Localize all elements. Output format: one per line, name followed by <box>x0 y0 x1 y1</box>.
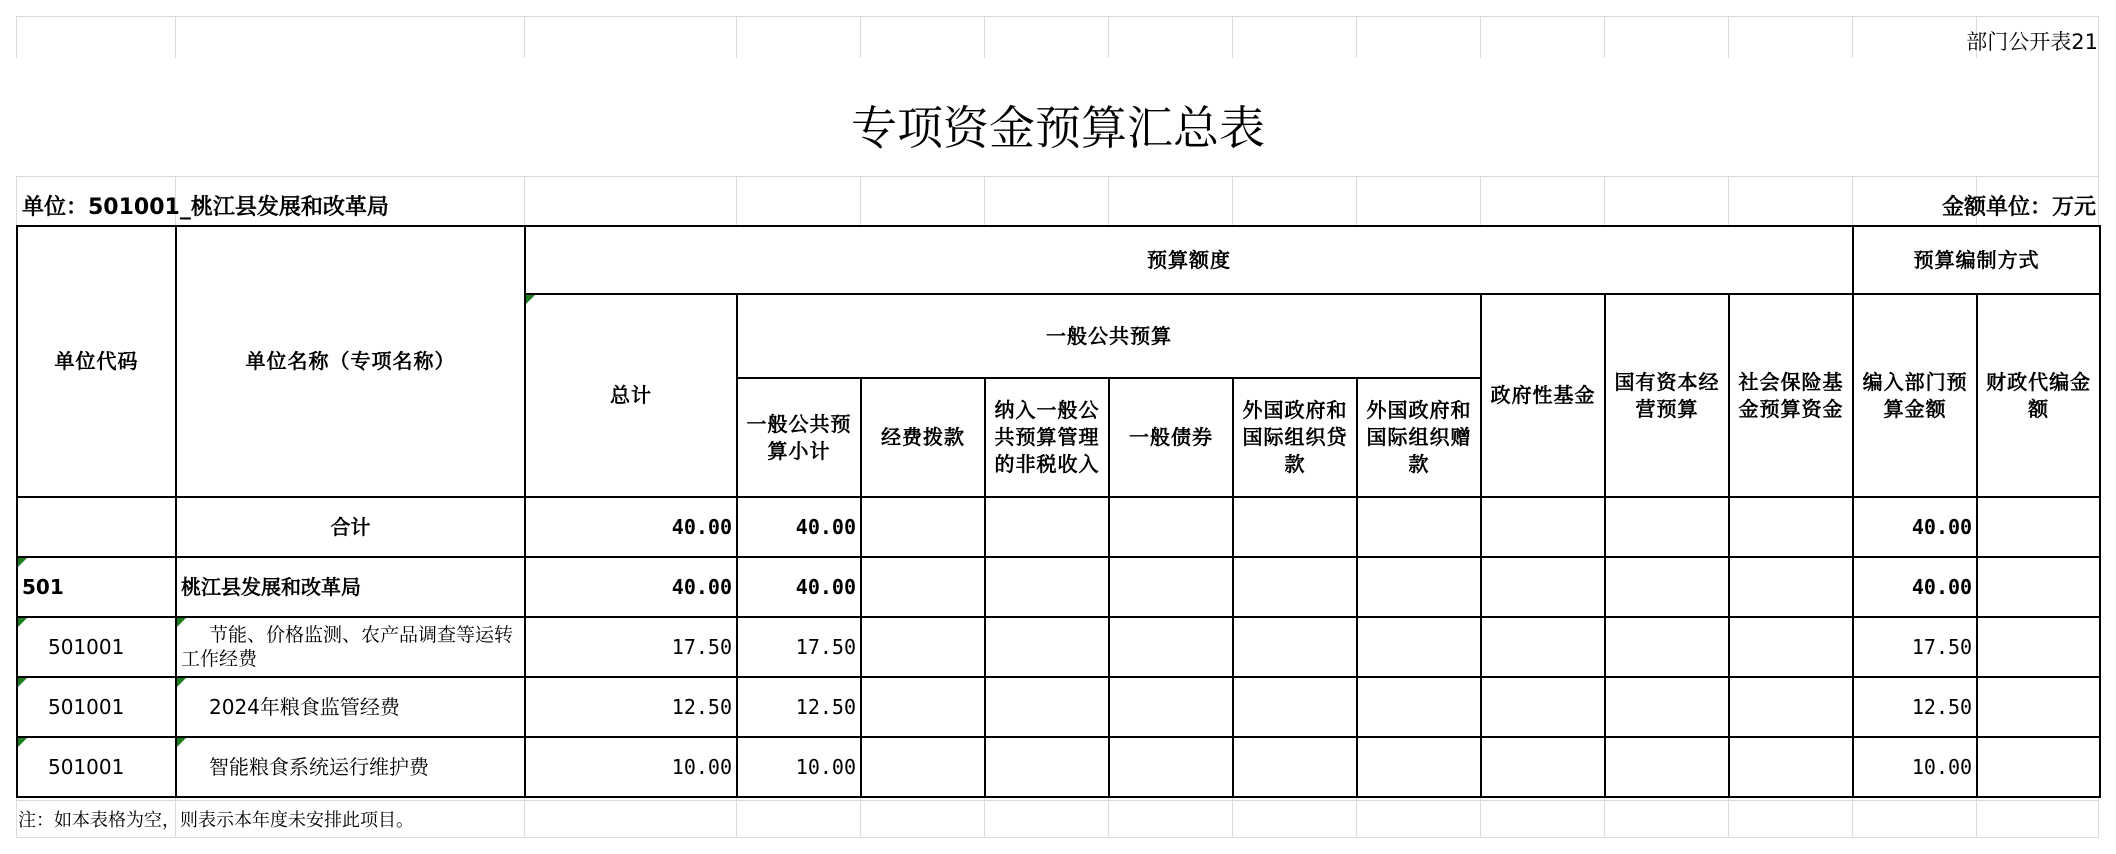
cell-empty <box>1109 557 1233 617</box>
cell-empty <box>1357 737 1481 797</box>
cell-empty <box>985 557 1109 617</box>
cell-total: 17.50 <box>525 617 737 677</box>
cell-name: 桃江县发展和改革局 <box>176 557 525 617</box>
table-row <box>17 617 2100 677</box>
cell-total: 10.00 <box>525 737 737 797</box>
header-social-insurance: 社会保险基金预算资金 <box>1729 294 1853 497</box>
cell-empty <box>1233 677 1357 737</box>
header-dept-amount: 编入部门预算金额 <box>1853 294 1977 497</box>
header-total: 总计 <box>525 294 737 497</box>
cell-total: 40.00 <box>525 557 737 617</box>
cell-code: 501001 <box>17 737 176 797</box>
cell-empty <box>985 677 1109 737</box>
cell-gp-subtotal: 17.50 <box>737 617 861 677</box>
cell-empty <box>861 737 985 797</box>
cell-dept-amount: 17.50 <box>1853 617 1977 677</box>
gridline <box>16 800 2099 801</box>
cell-total: 40.00 <box>525 497 737 557</box>
cell-empty <box>1977 677 2100 737</box>
page-number: 部门公开表21 <box>1966 30 2098 54</box>
cell-empty <box>1233 617 1357 677</box>
cell-empty <box>1357 497 1481 557</box>
header-budget-amount: 预算额度 <box>525 226 1853 294</box>
amount-unit: 金额单位：万元 <box>1941 195 2096 220</box>
header-compile-method: 预算编制方式 <box>1853 226 2100 294</box>
cell-name: 节能、价格监测、农产品调查等运转工作经费 <box>176 617 525 677</box>
cell-dept-amount: 10.00 <box>1853 737 1977 797</box>
cell-empty <box>985 737 1109 797</box>
cell-gp-subtotal: 40.00 <box>737 557 861 617</box>
cell-empty <box>1977 737 2100 797</box>
cell-empty <box>1977 557 2100 617</box>
table-row <box>17 497 2100 557</box>
header-foreign-grant: 外国政府和国际组织赠款 <box>1357 378 1481 497</box>
cell-empty <box>1977 617 2100 677</box>
cell-empty <box>1109 617 1233 677</box>
header-nontax: 纳入一般公共预算管理的非税收入 <box>985 378 1109 497</box>
cell-empty <box>1605 557 1729 617</box>
header-name: 单位名称（专项名称） <box>176 226 525 497</box>
cell-empty <box>1357 557 1481 617</box>
table-row <box>17 557 2100 617</box>
cell-empty <box>1233 557 1357 617</box>
cell-dept-amount: 40.00 <box>1853 557 1977 617</box>
header-funding: 经费拨款 <box>861 378 985 497</box>
cell-gp-subtotal: 10.00 <box>737 737 861 797</box>
cell-empty <box>1729 497 1853 557</box>
header-code: 单位代码 <box>17 226 176 497</box>
unit-name: 单位：501001_桃江县发展和改革局 <box>22 195 389 220</box>
cell-code: 501001 <box>17 617 176 677</box>
cell-code <box>17 497 176 557</box>
header-gov-fund: 政府性基金 <box>1481 294 1605 497</box>
header-debt: 一般债券 <box>1109 378 1233 497</box>
cell-total: 12.50 <box>525 677 737 737</box>
header-state-capital: 国有资本经营预算 <box>1605 294 1729 497</box>
cell-code: 501 <box>17 557 176 617</box>
cell-empty <box>1729 557 1853 617</box>
footnote: 注：如本表格为空，则表示本年度未安排此项目。 <box>18 810 414 831</box>
cell-name: 合计 <box>176 497 525 557</box>
cell-empty <box>1481 557 1605 617</box>
header-foreign-loan: 外国政府和国际组织贷款 <box>1233 378 1357 497</box>
cell-empty <box>861 497 985 557</box>
cell-empty <box>1109 497 1233 557</box>
cell-name: 智能粮食系统运行维护费 <box>176 737 525 797</box>
cell-empty <box>1109 677 1233 737</box>
page-title: 专项资金预算汇总表 <box>851 101 1265 155</box>
cell-code: 501001 <box>17 677 176 737</box>
budget-table <box>16 225 2101 798</box>
header-finance-amount: 财政代编金额 <box>1977 294 2100 497</box>
cell-empty <box>1729 737 1853 797</box>
table-row <box>17 677 2100 737</box>
cell-empty <box>1605 677 1729 737</box>
cell-empty <box>1605 497 1729 557</box>
cell-empty <box>1233 737 1357 797</box>
cell-empty <box>1605 617 1729 677</box>
gridline <box>16 837 2099 838</box>
cell-dept-amount: 12.50 <box>1853 677 1977 737</box>
cell-empty <box>1605 737 1729 797</box>
cell-empty <box>1357 677 1481 737</box>
cell-empty <box>1233 497 1357 557</box>
cell-empty <box>1481 737 1605 797</box>
cell-empty <box>861 677 985 737</box>
cell-empty <box>1481 617 1605 677</box>
cell-empty <box>1481 497 1605 557</box>
header-general-public: 一般公共预算 <box>737 294 1481 378</box>
gridline <box>16 16 2099 17</box>
cell-name: 2024年粮食监管经费 <box>176 677 525 737</box>
cell-empty <box>1729 617 1853 677</box>
cell-empty <box>861 557 985 617</box>
cell-gp-subtotal: 40.00 <box>737 497 861 557</box>
cell-empty <box>1357 617 1481 677</box>
cell-empty <box>1977 497 2100 557</box>
cell-empty <box>1109 737 1233 797</box>
cell-empty <box>985 497 1109 557</box>
cell-empty <box>1481 677 1605 737</box>
cell-empty <box>861 617 985 677</box>
cell-empty <box>985 617 1109 677</box>
table-row <box>17 737 2100 797</box>
header-gp-subtotal: 一般公共预算小计 <box>737 378 861 497</box>
cell-dept-amount: 40.00 <box>1853 497 1977 557</box>
gridline <box>16 176 2099 177</box>
cell-empty <box>1729 677 1853 737</box>
cell-gp-subtotal: 12.50 <box>737 677 861 737</box>
